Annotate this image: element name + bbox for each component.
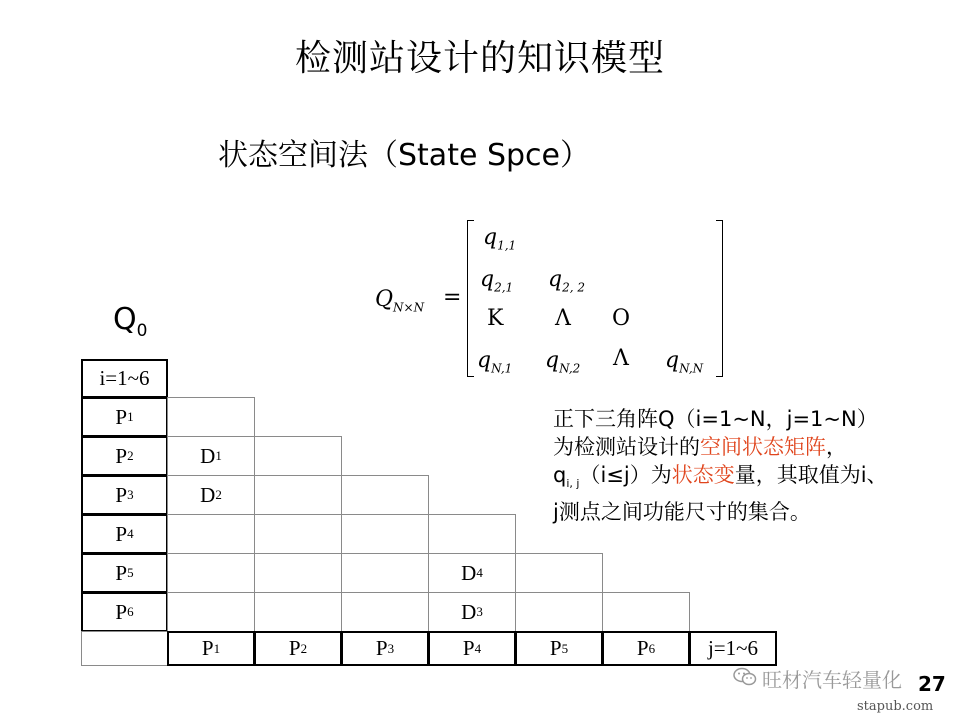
desc-line-3: $q_{i, j}(i\le j)$为状态变量，其取值为i、 — [553, 463, 888, 491]
table-cell — [602, 592, 690, 632]
matrix-cell-lambda-2: Λ — [613, 346, 629, 371]
right-bracket — [716, 220, 723, 377]
table-cell — [515, 592, 603, 632]
cell-d4: D 4 — [428, 553, 516, 593]
header-j-range: j=1~6 — [689, 631, 777, 666]
matrix-cell-lambda: Λ — [555, 306, 571, 331]
state-matrix-formula — [375, 215, 735, 380]
col-label-p6: P 6 — [602, 631, 690, 666]
matrix-cell-qn1: $q_{N,1}$ — [477, 348, 513, 376]
description-text — [553, 405, 953, 526]
table-cell — [254, 514, 342, 554]
cell-d2: D 2 — [167, 475, 255, 515]
row-label-p5: P 5 — [81, 553, 168, 593]
wechat-icon — [733, 667, 757, 687]
table-cell — [254, 553, 342, 593]
table-cell — [341, 553, 429, 593]
table-cell — [167, 514, 255, 554]
row-label-p6: P 6 — [81, 592, 168, 632]
table-cell — [341, 475, 429, 515]
header-i-range: i=1~6 — [81, 359, 168, 398]
row-label-p3: P 3 — [81, 475, 168, 515]
highlight-state-variable: 状态变 — [671, 463, 735, 487]
desc-line-2: 为检测站设计的空间状态矩阵， — [553, 435, 847, 459]
watermark-text: 旺材汽车轻量化 — [762, 668, 902, 692]
matrix-cell-q11: $q_{1,1}$ — [483, 225, 517, 253]
table-cell — [341, 514, 429, 554]
col-label-p5: P 5 — [515, 631, 603, 666]
site-watermark: stapub.com — [857, 699, 934, 714]
desc-line-4: j测点之间功能尺寸的集合。 — [553, 500, 811, 525]
equals-sign: = — [443, 285, 462, 310]
table-cell — [167, 397, 255, 437]
row-label-p4: P 4 — [81, 514, 168, 554]
slide-subtitle: 状态空间法（State Spce） — [218, 138, 590, 173]
matrix-cell-q22: $q_{2, 2}$ — [548, 267, 585, 295]
row-label-p1: P 1 — [81, 397, 168, 437]
table-cell — [515, 553, 603, 593]
table-cell — [167, 592, 255, 632]
table-cell — [428, 514, 516, 554]
matrix-lhs: $Q_{N\times N}$ — [375, 287, 425, 315]
page-number: 27 — [918, 672, 946, 696]
table-cell — [254, 436, 342, 476]
left-bracket — [467, 220, 474, 377]
col-label-p2: P 2 — [254, 631, 342, 666]
q0-label: $Q_0$ — [113, 302, 148, 341]
table-cell — [254, 592, 342, 632]
row-label-p2: P 2 — [81, 436, 168, 476]
matrix-cell-k: K — [487, 306, 504, 331]
table-cell — [254, 475, 342, 515]
matrix-cell-qn2: $q_{N,2}$ — [545, 348, 581, 376]
slide-title: 检测站设计的知识模型 — [294, 38, 665, 79]
table-cell — [341, 592, 429, 632]
cell-d1: D 1 — [167, 436, 255, 476]
matrix-cell-qnn: $q_{N,N}$ — [665, 348, 704, 376]
matrix-cell-q21: $q_{2,1}$ — [480, 267, 514, 295]
table-cell — [167, 553, 255, 593]
cell-d3: D 3 — [428, 592, 516, 632]
table-cell — [81, 631, 168, 666]
highlight-space-state-matrix: 空间状态矩阵 — [700, 435, 826, 459]
matrix-cell-o: O — [612, 306, 631, 331]
col-label-p1: P 1 — [167, 631, 255, 666]
col-label-p4: P 4 — [428, 631, 516, 666]
col-label-p3: P 3 — [341, 631, 429, 666]
desc-line-1: 正下三角阵Q（i=1~N，j=1~N） — [553, 407, 878, 431]
